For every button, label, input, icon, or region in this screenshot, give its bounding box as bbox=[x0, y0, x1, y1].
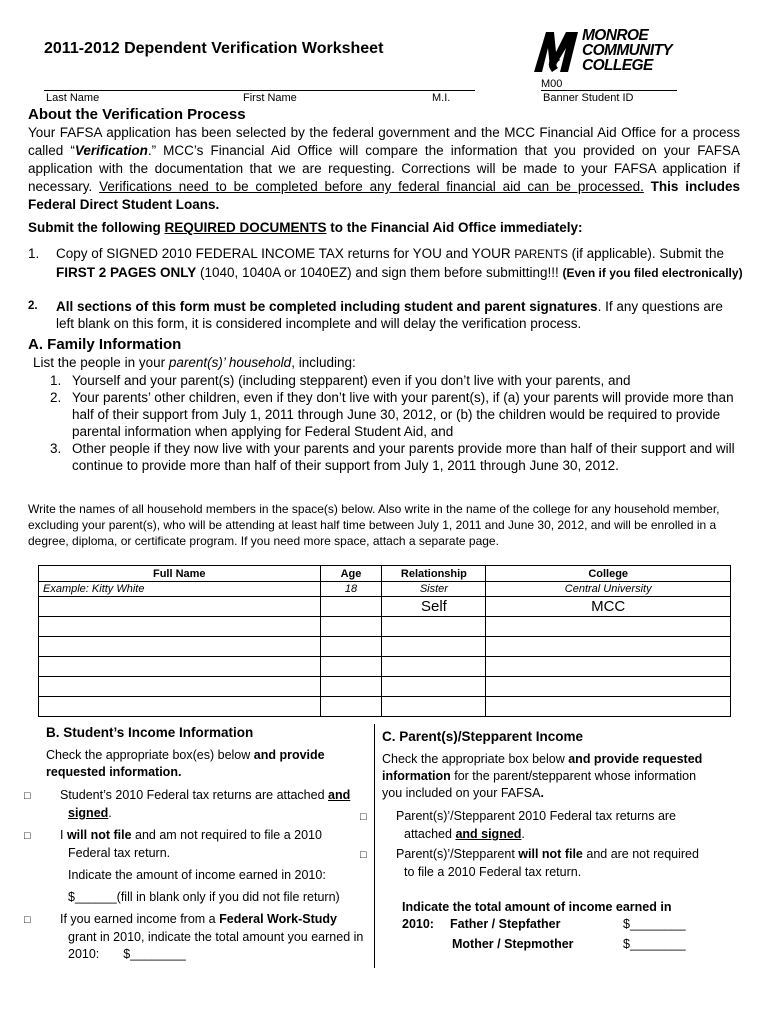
family-item bbox=[50, 372, 735, 389]
checkbox[interactable]: □ bbox=[24, 830, 31, 842]
item1-bold: FIRST 2 PAGES ONLY bbox=[56, 265, 197, 280]
parent-income-intro bbox=[382, 751, 712, 802]
about-text-2: .” MCC’s Financial Aid Office will compare the information that you provided on your FAFSA application with the documentation that we are requesting. Corrections will be made to your FAFSA application if necessary. bbox=[28, 143, 740, 194]
example-age: 18 bbox=[320, 582, 382, 597]
college-cell[interactable] bbox=[486, 677, 731, 697]
name-cell[interactable] bbox=[39, 677, 321, 697]
father-label: Father / Stepfather bbox=[450, 917, 561, 931]
family-intro bbox=[33, 354, 356, 371]
opt-text: Parent(s)’/Stepparent bbox=[396, 847, 519, 861]
example-college: Central University bbox=[486, 582, 731, 597]
family-item-num: 1. bbox=[50, 373, 62, 388]
about-paragraph bbox=[28, 124, 740, 214]
opt-end: and are not required to file a 2010 Federal tax return. bbox=[404, 847, 699, 879]
example-relationship: Sister bbox=[382, 582, 486, 597]
student-income-intro bbox=[46, 747, 366, 781]
logo-wordmark bbox=[582, 28, 672, 73]
parent-income-section bbox=[360, 728, 712, 956]
mother-label: Mother / Stepmother bbox=[452, 937, 574, 951]
opt-text: I bbox=[60, 828, 67, 842]
college-cell[interactable] bbox=[486, 697, 731, 717]
required-documents-term: REQUIRED DOCUMENTS bbox=[164, 220, 327, 235]
name-cell[interactable] bbox=[39, 597, 321, 617]
opt-end: . bbox=[108, 806, 112, 820]
mother-income-row bbox=[402, 936, 712, 956]
parent-income-heading: C. Parent(s)/Stepparent Income bbox=[382, 729, 584, 744]
family-item-num: 3. bbox=[50, 441, 62, 456]
logo-line-1: MONROE bbox=[582, 27, 649, 44]
item-number: 2. bbox=[28, 300, 38, 312]
about-heading: About the Verification Process bbox=[28, 106, 246, 123]
relationship-cell[interactable] bbox=[382, 677, 486, 697]
family-items bbox=[50, 372, 735, 474]
opt-underline: and signed bbox=[455, 827, 522, 841]
student-income-section bbox=[24, 724, 366, 963]
opt-end: and am not required to file a 2010 Federal tax return. bbox=[68, 828, 322, 860]
student-id-field-line[interactable] bbox=[541, 90, 677, 91]
age-cell[interactable] bbox=[320, 617, 382, 637]
family-heading: A. Family Information bbox=[28, 336, 182, 353]
mcc-logo bbox=[532, 28, 712, 78]
name-field-line[interactable] bbox=[44, 90, 475, 91]
about-underline-text: Verifications need to be completed before any federal financial aid can be processed. bbox=[99, 179, 644, 194]
age-cell[interactable] bbox=[320, 697, 382, 717]
student-id-prefix: M00 bbox=[541, 78, 563, 90]
table-row bbox=[39, 617, 731, 637]
parent-option-attached bbox=[360, 808, 712, 843]
family-intro-em: parent(s)’ household bbox=[168, 355, 292, 370]
intro-a: Check the appropriate box below bbox=[382, 752, 569, 766]
submit-heading bbox=[28, 220, 583, 235]
item-number: 1. bbox=[28, 246, 40, 261]
table-row bbox=[39, 637, 731, 657]
example-row bbox=[39, 582, 731, 597]
family-item-text: Other people if they now live with your parents and your parents provide more than half of their support and will continue to provide more than half of their support from July 1, 2011 through June 30, 2012. bbox=[72, 441, 735, 473]
college-cell[interactable] bbox=[486, 617, 731, 637]
mother-income-blank[interactable]: $________ bbox=[623, 937, 686, 951]
father-income-row bbox=[402, 916, 712, 936]
opt-end: grant in 2010, indicate the total amount you earned in 2010: bbox=[68, 930, 364, 961]
family-intro-b: , including: bbox=[291, 355, 356, 370]
logo-line-3: COLLEGE bbox=[582, 57, 653, 74]
checkbox[interactable]: □ bbox=[24, 914, 31, 926]
verification-term: Verification bbox=[74, 143, 148, 158]
intro-d: . bbox=[540, 786, 544, 800]
family-item-text: Your parents’ other children, even if they don’t live with your parent(s), if (a) your parents will provide more than half of their support from July 1, 2011 through June 30, 2012, or (b) the children would be required to provide parental information when applying for Federal Student Aid, and bbox=[72, 390, 734, 439]
family-item-text: Yourself and your parent(s) (including stepparent) even if you don’t live with your parents, and bbox=[72, 373, 631, 388]
student-income-blank[interactable]: $______(fill in blank only if you did not file return) bbox=[68, 890, 340, 904]
family-item bbox=[50, 440, 735, 474]
age-cell[interactable] bbox=[320, 597, 382, 617]
student-option-attached bbox=[24, 787, 366, 822]
submit-item-2-text bbox=[56, 298, 743, 332]
household-instructions: Write the names of all household members in the space(s) below. Also write in the name of the college for any household member, excluding your parent(s), who will be attending at least half time between July 1, 2011 and June 30, 2012, and will be enrolled in a degree, diploma, or certificate program. If you need more space, attach a separate page. bbox=[28, 502, 720, 548]
total-income-heading: Indicate the total amount of income earned in bbox=[402, 900, 672, 914]
item2-bold: All sections of this form must be completed including student and parent signatures bbox=[56, 299, 598, 314]
submit-tail: to the Financial Aid Office immediately: bbox=[326, 220, 583, 235]
table-row bbox=[39, 657, 731, 677]
name-cell[interactable] bbox=[39, 697, 321, 717]
table-header-row bbox=[39, 566, 731, 582]
age-cell[interactable] bbox=[320, 677, 382, 697]
opt-end: . bbox=[521, 827, 525, 841]
submit-lead: Submit the following bbox=[28, 220, 165, 235]
intro-b: and provide requested information bbox=[382, 752, 703, 783]
opt-text: Parent(s)’/Stepparent 2010 Federal tax returns are attached bbox=[396, 809, 677, 841]
student-id-label: Banner Student ID bbox=[543, 92, 634, 104]
opt-text: If you earned income from a bbox=[60, 912, 220, 926]
opt-underline: and signed bbox=[68, 788, 351, 820]
year-label: 2010: bbox=[402, 917, 434, 931]
header-age: Age bbox=[320, 566, 382, 582]
about-bold-text: This includes Federal Direct Student Loans. bbox=[28, 179, 740, 212]
mi-label: M.I. bbox=[432, 92, 451, 104]
relationship-cell[interactable] bbox=[382, 657, 486, 677]
opt-bold: will not file bbox=[66, 828, 132, 842]
item1-text-c: (1040, 1040A or 1040EZ) and sign them before submitting!!! bbox=[196, 265, 563, 280]
first-name-label: First Name bbox=[243, 92, 297, 104]
item1-parents: PARENTS bbox=[514, 249, 568, 261]
intro-c: for the parent/stepparent whose information you included on your FAFSA bbox=[382, 769, 697, 800]
page-title: 2011-2012 Dependent Verification Worksheet bbox=[44, 40, 384, 57]
opt-text: Student’s 2010 Federal tax returns are attached bbox=[60, 788, 328, 802]
item1-text-a: Copy of SIGNED 2010 FEDERAL INCOME TAX returns for YOU and YOUR bbox=[56, 246, 515, 261]
relationship-cell[interactable] bbox=[382, 617, 486, 637]
submit-item-1-text bbox=[56, 245, 743, 282]
college-cell[interactable] bbox=[486, 657, 731, 677]
submit-item-1 bbox=[28, 245, 743, 282]
checkbox[interactable]: □ bbox=[360, 849, 367, 861]
opt-bold: Federal Work-Study bbox=[219, 912, 337, 926]
relationship-cell[interactable]: Self bbox=[382, 597, 486, 617]
family-item bbox=[50, 389, 735, 440]
student-option-not-file bbox=[24, 827, 366, 862]
college-cell[interactable]: MCC bbox=[486, 597, 731, 617]
last-name-label: Last Name bbox=[46, 92, 100, 104]
student-income-heading: B. Student’s Income Information bbox=[46, 725, 254, 740]
header-full-name: Full Name bbox=[39, 566, 321, 582]
item2-rest: . If any questions are left blank on this form, it is considered incomplete and will delay the verification process. bbox=[56, 299, 723, 331]
header-relationship: Relationship bbox=[382, 566, 486, 582]
family-item-num: 2. bbox=[50, 390, 62, 405]
family-intro-a: List the people in your bbox=[33, 355, 169, 370]
checkbox[interactable]: □ bbox=[360, 811, 367, 823]
table-row bbox=[39, 597, 731, 617]
logo-line-2: COMMUNITY bbox=[582, 42, 673, 59]
indicate-income-label: Indicate the amount of income earned in 2010: bbox=[68, 868, 326, 882]
father-income-blank[interactable]: $________ bbox=[623, 917, 686, 931]
student-option-work-study bbox=[24, 911, 366, 963]
item1-tail: (Even if you filed electronically) bbox=[562, 266, 743, 280]
work-study-blank[interactable]: $________ bbox=[123, 947, 186, 961]
name-cell[interactable] bbox=[39, 637, 321, 657]
opt-bold: will not file bbox=[518, 847, 583, 861]
name-cell[interactable] bbox=[39, 657, 321, 677]
mcc-logo-mark-icon bbox=[532, 28, 582, 74]
about-text-1: Your FAFSA application has been selected by the federal government and the MCC Financial Aid Office for a process called “ bbox=[28, 125, 740, 158]
parent-option-not-file bbox=[360, 846, 712, 881]
age-cell[interactable] bbox=[320, 637, 382, 657]
name-cell[interactable] bbox=[39, 617, 321, 637]
item1-text-b: (if applicable). Submit the bbox=[567, 246, 724, 261]
age-cell[interactable] bbox=[320, 657, 382, 677]
college-cell[interactable] bbox=[486, 637, 731, 657]
header-college: College bbox=[486, 566, 731, 582]
example-name: Example: Kitty White bbox=[39, 582, 321, 597]
intro-a: Check the appropriate box(es) below bbox=[46, 748, 254, 762]
table-row bbox=[39, 677, 731, 697]
column-divider bbox=[374, 724, 375, 968]
checkbox[interactable]: □ bbox=[24, 790, 31, 802]
submit-item-2 bbox=[28, 298, 743, 332]
table-row bbox=[39, 697, 731, 717]
relationship-cell[interactable] bbox=[382, 637, 486, 657]
household-table bbox=[38, 565, 731, 717]
relationship-cell[interactable] bbox=[382, 697, 486, 717]
intro-b: and provide requested information. bbox=[46, 748, 325, 779]
